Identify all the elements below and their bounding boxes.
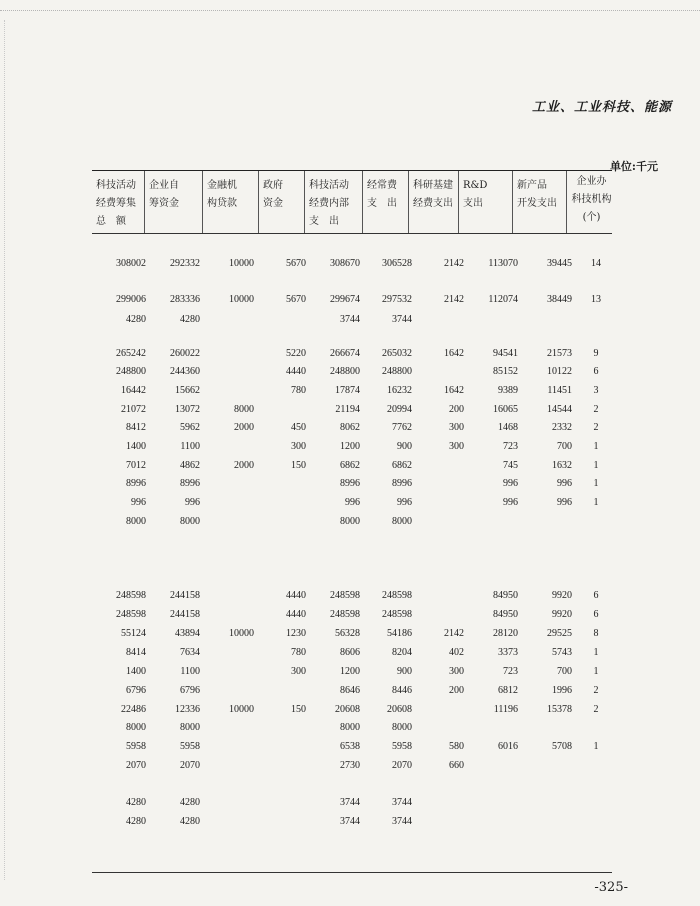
table-cell: 84950 — [493, 590, 518, 601]
table-cell: 4280 — [180, 314, 200, 325]
table-cell: 14544 — [547, 404, 572, 415]
table-cell: 8000 — [180, 516, 200, 527]
table-cell: 2000 — [234, 422, 254, 433]
table-cell: 8204 — [392, 647, 412, 658]
table-cell: 8996 — [180, 478, 200, 489]
table-cell: 5670 — [286, 294, 306, 305]
header-cell-3: 政府 资金 — [258, 171, 304, 233]
table-cell: 244158 — [170, 609, 200, 620]
table-cell: 11196 — [493, 704, 518, 715]
table-cell: 4280 — [126, 314, 146, 325]
table-cell: 5220 — [286, 348, 306, 359]
header-cell-0: 科技活动 经费筹集 总 额 — [96, 180, 136, 227]
table-cell: 1468 — [498, 422, 518, 433]
table-cell: 21573 — [547, 348, 572, 359]
table-cell: 29525 — [547, 628, 572, 639]
header-cell-6: 科研基建 经费支出 — [408, 171, 458, 233]
table-cell: 299006 — [116, 294, 146, 305]
table-cell: 700 — [557, 441, 572, 452]
table-cell: 5958 — [126, 741, 146, 752]
table-cell: 1642 — [444, 385, 464, 396]
table-cell: 43894 — [175, 628, 200, 639]
table-cell: 8000 — [392, 516, 412, 527]
table-cell: 2 — [593, 404, 599, 415]
table-cell: 8646 — [340, 685, 360, 696]
table-cell: 3744 — [340, 314, 360, 325]
table-cell: 8996 — [392, 478, 412, 489]
table-cell: 12336 — [175, 704, 200, 715]
table-cell: 16065 — [493, 404, 518, 415]
table-cell: 17874 — [335, 385, 360, 396]
table-cell: 1 — [593, 441, 599, 452]
table-cell: 248800 — [382, 366, 412, 377]
table-cell: 3744 — [392, 314, 412, 325]
table-cell: 300 — [449, 422, 464, 433]
table-cell: 16442 — [121, 385, 146, 396]
table-cell: 248598 — [116, 609, 146, 620]
header-cell-5: 经常费 支 出 — [362, 171, 408, 233]
table-cell: 85152 — [493, 366, 518, 377]
table-cell: 5743 — [552, 647, 572, 658]
table-cell: 8000 — [234, 404, 254, 415]
table-cell: 56328 — [335, 628, 360, 639]
table-cell: 1 — [593, 497, 599, 508]
table-cell: 8 — [593, 628, 599, 639]
table-cell: 248598 — [330, 609, 360, 620]
table-cell: 1230 — [286, 628, 306, 639]
table-cell: 745 — [503, 460, 518, 471]
table-cell: 1400 — [126, 666, 146, 677]
table-cell: 5708 — [552, 741, 572, 752]
table-cell: 11451 — [547, 385, 572, 396]
table-cell: 3 — [593, 385, 599, 396]
table-cell: 300 — [291, 666, 306, 677]
table-cell: 2142 — [444, 628, 464, 639]
table-cell: 22486 — [121, 704, 146, 715]
table-cell: 21194 — [335, 404, 360, 415]
table-cell: 2142 — [444, 258, 464, 269]
table-cell: 8062 — [340, 422, 360, 433]
table-cell: 2000 — [234, 460, 254, 471]
table-cell: 2332 — [552, 422, 572, 433]
table-cell: 265032 — [382, 348, 412, 359]
table-cell: 1100 — [180, 441, 200, 452]
table-cell: 15662 — [175, 385, 200, 396]
table-cell: 8996 — [126, 478, 146, 489]
table-cell: 2070 — [392, 760, 412, 771]
table-cell: 1200 — [340, 666, 360, 677]
table-cell: 248800 — [330, 366, 360, 377]
table-cell: 8996 — [340, 478, 360, 489]
table-cell: 900 — [397, 441, 412, 452]
table-cell: 780 — [291, 647, 306, 658]
table-cell: 5670 — [286, 258, 306, 269]
table-cell: 723 — [503, 441, 518, 452]
table-cell: 1 — [593, 460, 599, 471]
table-cell: 6538 — [340, 741, 360, 752]
table-cell: 2142 — [444, 294, 464, 305]
table-cell: 8412 — [126, 422, 146, 433]
header-cell-2: 金融机 构贷款 — [202, 171, 258, 233]
table-cell: 2 — [593, 685, 599, 696]
table-cell: 3744 — [340, 816, 360, 827]
table-cell: 244360 — [170, 366, 200, 377]
table-cell: 9 — [593, 348, 599, 359]
table-cell: 6796 — [126, 685, 146, 696]
table-cell: 113070 — [488, 258, 518, 269]
table-cell: 292332 — [170, 258, 200, 269]
table-cell: 248598 — [382, 609, 412, 620]
table-cell: 4280 — [126, 816, 146, 827]
unit-label: 单位:千元 — [609, 160, 658, 173]
table-cell: 300 — [449, 666, 464, 677]
table-cell: 7012 — [126, 460, 146, 471]
table-cell: 20608 — [387, 704, 412, 715]
table-cell: 94541 — [493, 348, 518, 359]
table-cell: 9920 — [552, 609, 572, 620]
table-cell: 297532 — [382, 294, 412, 305]
table-cell: 21072 — [121, 404, 146, 415]
table-cell: 3373 — [498, 647, 518, 658]
table-cell: 2730 — [340, 760, 360, 771]
table-cell: 4440 — [286, 366, 306, 377]
table-cell: 723 — [503, 666, 518, 677]
table-cell: 660 — [449, 760, 464, 771]
table-cell: 6796 — [180, 685, 200, 696]
table-cell: 8000 — [340, 722, 360, 733]
table-cell: 248598 — [330, 590, 360, 601]
bottom-rule — [92, 872, 612, 873]
table-cell: 20994 — [387, 404, 412, 415]
table-cell: 8000 — [126, 516, 146, 527]
table-cell: 28120 — [493, 628, 518, 639]
table-cell: 700 — [557, 666, 572, 677]
table-cell: 7634 — [180, 647, 200, 658]
table-cell: 260022 — [170, 348, 200, 359]
table-cell: 4440 — [286, 590, 306, 601]
table-cell: 402 — [449, 647, 464, 658]
table-cell: 450 — [291, 422, 306, 433]
table-cell: 4440 — [286, 609, 306, 620]
table-cell: 900 — [397, 666, 412, 677]
table-cell: 996 — [345, 497, 360, 508]
table-cell: 1996 — [552, 685, 572, 696]
table-cell: 248598 — [382, 590, 412, 601]
table-cell: 4862 — [180, 460, 200, 471]
table-cell: 16232 — [387, 385, 412, 396]
table-cell: 2 — [593, 704, 599, 715]
table-cell: 200 — [449, 404, 464, 415]
table-cell: 265242 — [116, 348, 146, 359]
table-cell: 54186 — [387, 628, 412, 639]
table-cell: 1642 — [444, 348, 464, 359]
table-cell: 4280 — [126, 797, 146, 808]
table-cell: 3744 — [392, 816, 412, 827]
header-cell-9: 企业办 科技机构 (个) — [566, 171, 612, 233]
table-cell: 10000 — [229, 628, 254, 639]
table-cell: 8414 — [126, 647, 146, 658]
table-cell: 248598 — [116, 590, 146, 601]
table-cell: 780 — [291, 385, 306, 396]
table-cell: 2 — [593, 422, 599, 433]
table-cell: 996 — [557, 478, 572, 489]
table-cell: 84950 — [493, 609, 518, 620]
table-cell: 6 — [593, 366, 599, 377]
table-cell: 996 — [397, 497, 412, 508]
table-cell: 15378 — [547, 704, 572, 715]
table-cell: 10000 — [229, 294, 254, 305]
running-head: 工业、工业科技、能源 — [531, 100, 672, 115]
header-cell-1: 企业自 筹资金 — [144, 171, 202, 233]
table-cell: 996 — [503, 478, 518, 489]
page-number: -325- — [594, 880, 628, 895]
table-cell: 9389 — [498, 385, 518, 396]
table-cell: 4280 — [180, 797, 200, 808]
table-cell: 9920 — [552, 590, 572, 601]
table-cell: 2070 — [126, 760, 146, 771]
table-cell: 308670 — [330, 258, 360, 269]
table-cell: 248800 — [116, 366, 146, 377]
table-cell: 6862 — [340, 460, 360, 471]
table-cell: 306528 — [382, 258, 412, 269]
table-cell: 244158 — [170, 590, 200, 601]
table-cell: 6 — [593, 609, 599, 620]
table-cell: 1 — [593, 647, 599, 658]
table-cell: 3744 — [340, 797, 360, 808]
table-cell: 1100 — [180, 666, 200, 677]
table-cell: 1632 — [552, 460, 572, 471]
table-cell: 6016 — [498, 741, 518, 752]
table-cell: 308002 — [116, 258, 146, 269]
table-cell: 38449 — [547, 294, 572, 305]
table-cell: 5958 — [392, 741, 412, 752]
table-cell: 8000 — [392, 722, 412, 733]
table-cell: 5958 — [180, 741, 200, 752]
table-cell: 299674 — [330, 294, 360, 305]
table-cell: 55124 — [121, 628, 146, 639]
table-cell: 580 — [449, 741, 464, 752]
header-cell-4: 科技活动 经费内部 支 出 — [304, 171, 362, 233]
table-cell: 1200 — [340, 441, 360, 452]
header-cell-7: R&D 支出 — [458, 171, 512, 233]
table-cell: 300 — [449, 441, 464, 452]
table-cell: 996 — [185, 497, 200, 508]
table-cell: 996 — [503, 497, 518, 508]
table-cell: 8000 — [180, 722, 200, 733]
table-cell: 6862 — [392, 460, 412, 471]
table-cell: 1 — [593, 666, 599, 677]
header-cell-8: 新产品 开发支出 — [512, 171, 566, 233]
table-cell: 8446 — [392, 685, 412, 696]
table-cell: 10122 — [547, 366, 572, 377]
table-cell: 200 — [449, 685, 464, 696]
table-cell: 13072 — [175, 404, 200, 415]
table-cell: 3744 — [392, 797, 412, 808]
table-cell: 39445 — [547, 258, 572, 269]
table-cell: 996 — [557, 497, 572, 508]
table-cell: 6812 — [498, 685, 518, 696]
table-cell: 4280 — [180, 816, 200, 827]
table-cell: 8000 — [126, 722, 146, 733]
table-cell: 1 — [593, 478, 599, 489]
table-cell: 150 — [291, 704, 306, 715]
table-cell: 13 — [591, 294, 601, 305]
table-cell: 6 — [593, 590, 599, 601]
table-cell: 8000 — [340, 516, 360, 527]
table-cell: 112074 — [488, 294, 518, 305]
table-cell: 300 — [291, 441, 306, 452]
table-cell: 283336 — [170, 294, 200, 305]
table-cell: 266674 — [330, 348, 360, 359]
table-cell: 1400 — [126, 441, 146, 452]
table-cell: 5962 — [180, 422, 200, 433]
table-cell: 14 — [591, 258, 601, 269]
table-cell: 10000 — [229, 704, 254, 715]
table-cell: 20608 — [335, 704, 360, 715]
table-cell: 8606 — [340, 647, 360, 658]
table-cell: 1 — [593, 741, 599, 752]
table-cell: 996 — [131, 497, 146, 508]
table-cell: 7762 — [392, 422, 412, 433]
table-cell: 10000 — [229, 258, 254, 269]
table-cell: 150 — [291, 460, 306, 471]
table-cell: 2070 — [180, 760, 200, 771]
